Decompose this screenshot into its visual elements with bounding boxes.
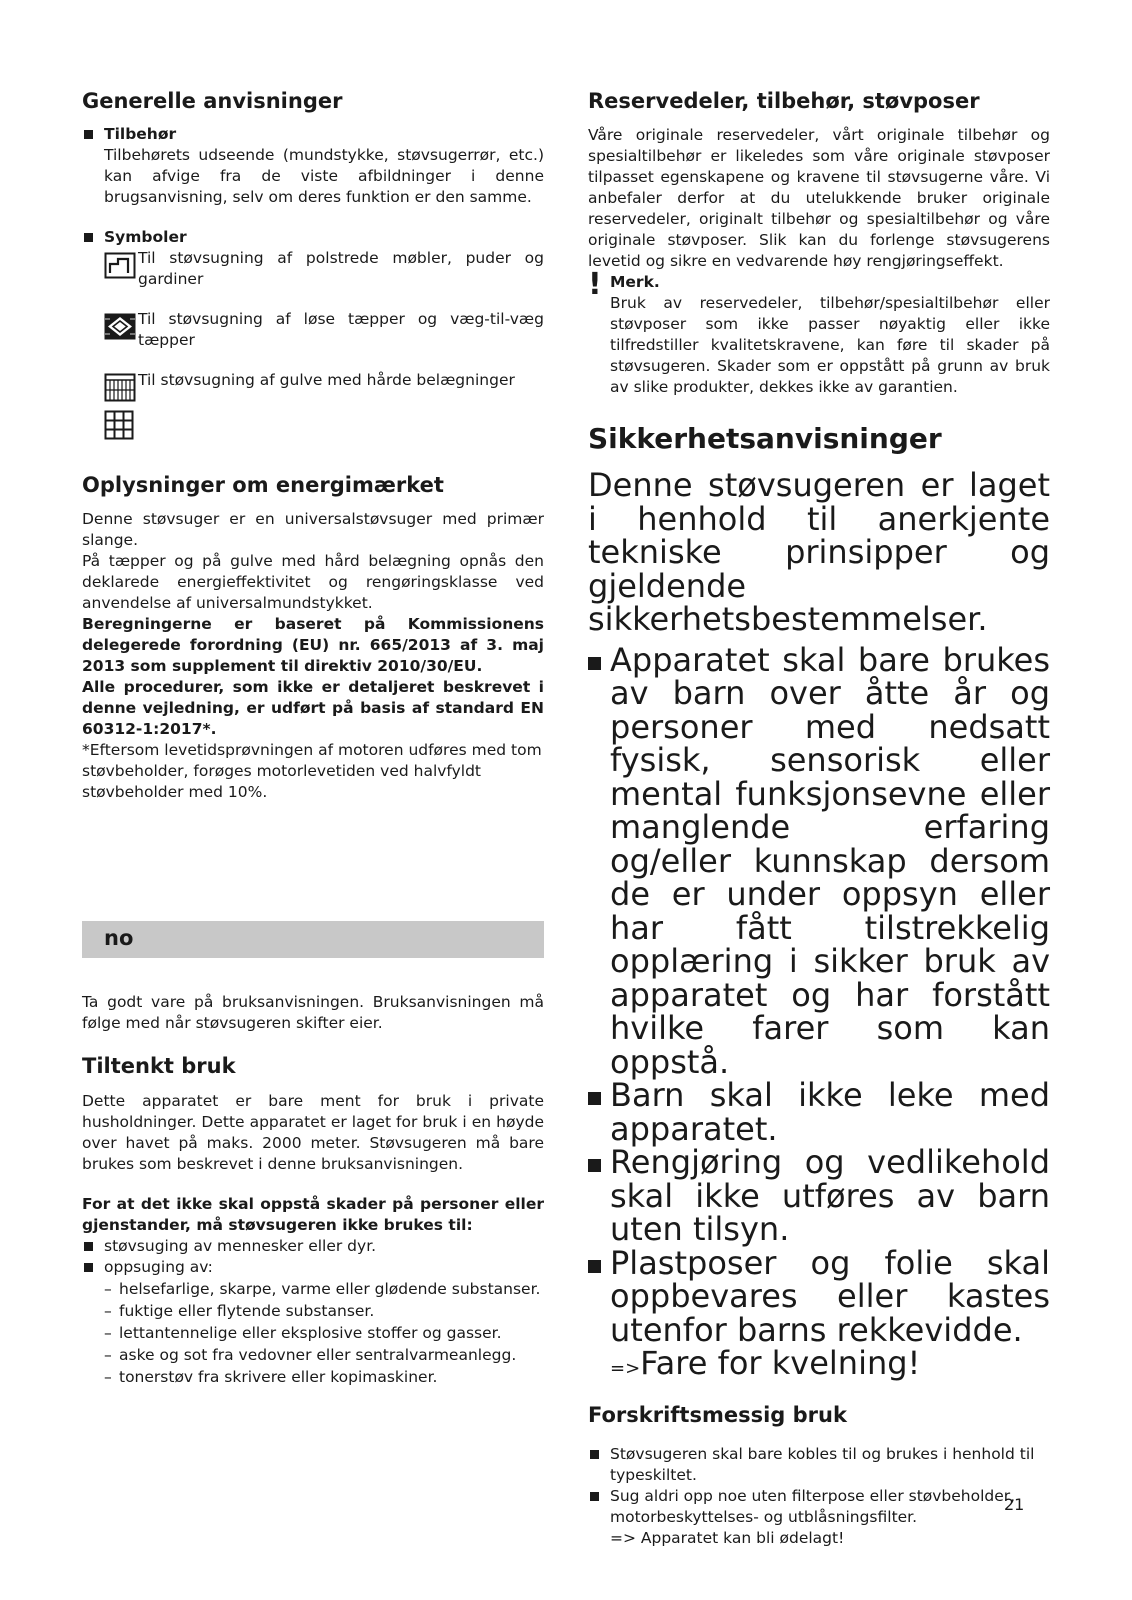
symboler-item: [82, 227, 544, 248]
bullet-square-icon: [588, 1092, 601, 1105]
sublist-item: – tonerstøv fra skrivere eller kopimaskiner.: [104, 1366, 544, 1388]
forskrift-result: => Apparatet kan bli ødelagt!: [610, 1528, 845, 1547]
forbud-bold: For at det ikke skal oppstå skader på personer eller gjenstander, må støvsugeren ikke brukes til:: [82, 1195, 544, 1234]
bullet-square-icon: [84, 1263, 93, 1272]
list-item: Sug aldri opp noe uten filterpose eller støvbeholder, motorbeskyttelses- og utblåsningsfilter. => Apparatet kan bli ødelagt!: [588, 1486, 1050, 1549]
sublist-item: – helsefarlige, skarpe, varme eller glødende substanser.: [104, 1278, 544, 1300]
upholstery-icon: [104, 250, 136, 282]
sublist-item: – lettantennelige eller eksplosive stoffer og gasser.: [104, 1322, 544, 1344]
hard-floor-icon: [104, 372, 136, 404]
intro-text: Ta godt vare på bruksanvisningen. Bruksanvisningen må følge med når støvsugeren skifter eier.: [82, 993, 544, 1032]
tiltenkt-text: Dette apparatet er bare ment for bruk i private husholdninger. Dette apparatet er laget for bruk i en høyde over havet på maks. 2000 meter. Støvsugeren må bare brukes som beskrevet i denne bruksanvisningen.: [82, 1092, 544, 1173]
list-item: oppsuging av:: [82, 1257, 544, 1278]
tiltenkt-heading: Tiltenkt bruk: [82, 1054, 236, 1078]
sikker-item: Apparatet skal bare brukes av barn over åtte år og personer med nedsatt fysisk, sensorisk eller mental funksjonsevne eller manglende erfaring og/eller kunnskap dersom de er under oppsyn eller har fått tilstrekkelig opplæring i sikker bruk av apparatet og har forstått hvilke farer som kan oppstå.: [588, 644, 1050, 1080]
symbol-text-upholstery: Til støvsugning af polstrede møbler, puder og gardiner: [138, 249, 544, 288]
tilbehor-text: Tilbehørets udseende (mundstykke, støvsugerrør, etc.) kan afvige fra de viste afbildninger i denne brugsanvisning, selv om deres funktion er den samme.: [104, 146, 544, 206]
exclamation-icon: !: [588, 267, 602, 302]
carpet-icon: [104, 311, 136, 343]
fare-text: Fare for kvelning!: [640, 1344, 921, 1382]
sublist-item: – aske og sot fra vedovner eller sentralvarmeanlegg.: [104, 1344, 544, 1366]
bullet-square-icon: [84, 130, 93, 139]
energi-note: *Eftersom levetidsprøvningen af motoren udføres med tom støvbeholder, forøges motorlevetiden ved halvfyldt støvbeholder med 10%.: [82, 741, 542, 801]
symbol-row-hard-floor: [82, 370, 544, 412]
sikker-intro: Denne støvsugeren er laget i henhold til anerkjente tekniske prinsipper og gjeldende sikkerhetsbestemmelser.: [588, 466, 1050, 638]
energi-p1: Denne støvsuger er en universalstøvsuger med primær slange.: [82, 510, 544, 549]
bullet-square-icon: [588, 657, 601, 670]
sikker-item: Barn skal ikke leke med apparatet.: [588, 1079, 1050, 1146]
sikker-item: Rengjøring og vedlikehold skal ikke utføres av barn uten tilsyn.: [588, 1146, 1050, 1247]
bullet-square-icon: [590, 1450, 599, 1459]
energi-p2: På tæpper og på gulve med hård belægning opnås den deklarede energieffektivitet og rengøringsklasse ved anvendelse af universalmundstykket.: [82, 552, 544, 612]
reserve-text: Våre originale reservedeler, vårt originale tilbehør og spesialtilbehør er likeledes som våre originale støvposer tilpasset egenskapene og kravene til støvsugerne våre. Vi anbefaler derfor at du utelukkende bruker originale reservedeler, originalt tilbehør og spesialtilbehør og våre originale støvposer. Slik kan du forlenge støvsugerens levetid og sikre en vedvarende høy rengjøringseffekt.: [588, 126, 1050, 270]
sublist-item: – fuktige eller flytende substanser.: [104, 1300, 544, 1322]
language-bar: [82, 921, 544, 958]
bullet-square-icon: [84, 233, 93, 242]
merk-note: [588, 267, 1050, 398]
generelle-heading: Generelle anvisninger: [82, 89, 343, 113]
tiles-icon: [104, 410, 134, 440]
merk-title: Merk.: [610, 273, 660, 291]
merk-text: Bruk av reservedeler, tilbehør/spesialtilbehør eller støvposer som ikke passer nøyaktig eller ikke tilfredstiller kvalitetskravene, kan føre til skader på støvsugeren. Skader som er oppstått på grunn av bruk av slike produkter, dekkes ikke av garantien.: [610, 294, 1050, 396]
forskrift-list: [588, 1444, 1050, 1549]
energi-bold1: Beregningerne er baseret på Kommissionens delegerede forordning (EU) nr. 665/2013 af 3. maj 2013 som supplement til direktiv 2010/30/EU.: [82, 615, 544, 675]
energi-bold2: Alle procedurer, som ikke er detaljeret beskrevet i denne vejledning, er udført på basis af standard EN 60312-1:2017*.: [82, 678, 544, 738]
bullet-square-icon: [588, 1159, 601, 1172]
list-item: Støvsugeren skal bare kobles til og brukes i henhold til typeskiltet.: [588, 1444, 1050, 1486]
language-code: no: [104, 926, 134, 950]
sikker-item: Plastposer og folie skal oppbevares eller kastes utenfor barns rekkevidde. =>Fare for kvelning!: [588, 1247, 1050, 1386]
energi-heading: Oplysninger om energimærket: [82, 473, 444, 497]
page-number: 21: [1004, 1495, 1025, 1514]
sikker-heading: Sikkerhetsanvisninger: [588, 422, 942, 455]
forbud-sublist: [82, 1278, 544, 1388]
forskrift-heading: Forskriftsmessig bruk: [588, 1402, 847, 1427]
left-column: [82, 86, 544, 1388]
symbol-text-carpet: Til støvsugning af løse tæpper og væg-til-væg tæpper: [138, 310, 544, 349]
symbol-text-hard-floor: Til støvsugning af gulve med hårde belægninger: [138, 371, 515, 389]
symbol-row-upholstery: [82, 248, 544, 290]
tilbehor-item: [82, 124, 544, 208]
forbud-list: [82, 1236, 544, 1278]
reserve-heading: Reservedeler, tilbehør, støvposer: [588, 89, 980, 113]
bullet-square-icon: [84, 1242, 93, 1251]
symboler-title: Symboler: [104, 228, 187, 246]
right-column: [588, 86, 1050, 1549]
bullet-square-icon: [590, 1492, 599, 1501]
symbol-row-carpet: [82, 309, 544, 351]
arrow-marker: =>: [610, 1358, 641, 1379]
bullet-square-icon: [588, 1260, 601, 1273]
fare-warning: [610, 1344, 1050, 1386]
list-item: støvsuging av mennesker eller dyr.: [82, 1236, 544, 1257]
tilbehor-title: Tilbehør: [104, 125, 177, 143]
